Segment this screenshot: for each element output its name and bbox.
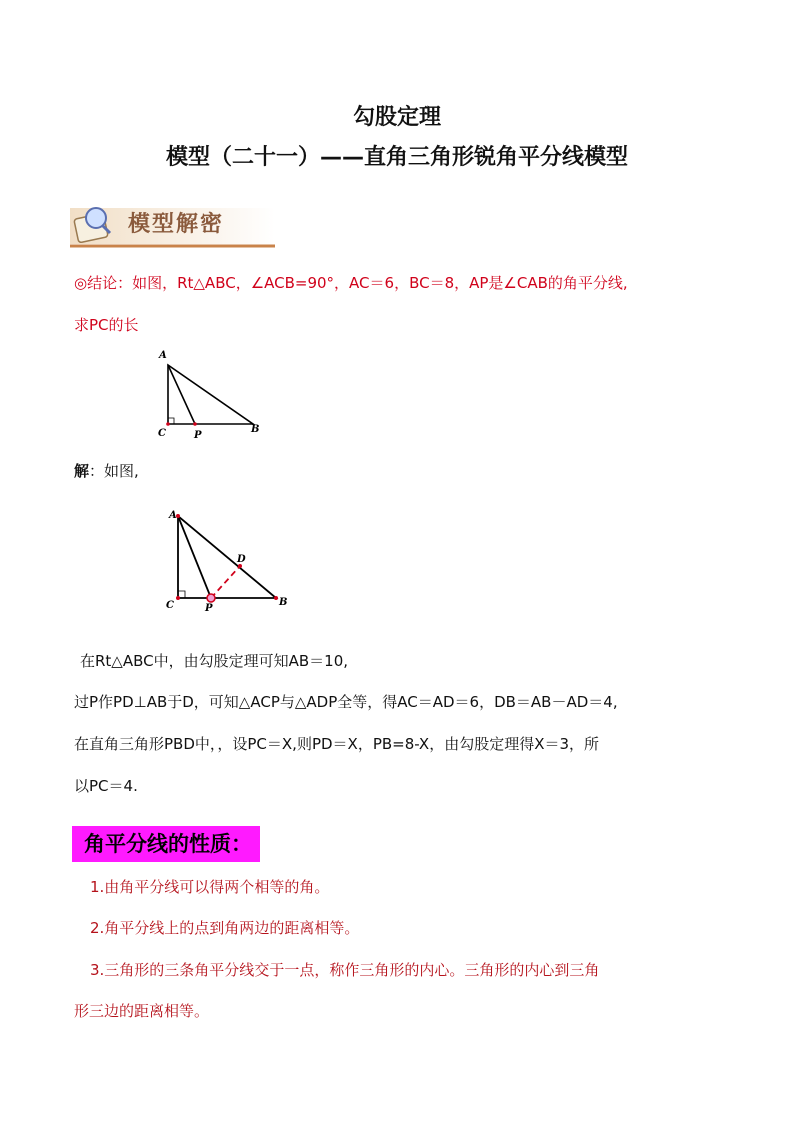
property-item-3-line-2: 形三边的距离相等。 — [74, 1002, 210, 1020]
label-B: B — [251, 424, 260, 435]
label-P: P — [194, 430, 202, 440]
label-A: A — [169, 510, 177, 521]
solution-suffix: ：如图, — [89, 462, 139, 480]
label-A: A — [159, 350, 167, 361]
conclusion-line-2: 求PC的长 — [74, 316, 139, 334]
conclusion-line-1: ◎结论：如图，Rt△ABC，∠ACB=90°，AC＝6，BC＝8，AP是∠CAB的角平分线, — [74, 274, 628, 292]
banner-label: 模型解密 — [128, 211, 225, 237]
triangle-figure-1 — [150, 345, 270, 440]
property-item-2: 2.角平分线上的点到角两边的距离相等。 — [90, 919, 360, 937]
label-D: D — [237, 554, 246, 565]
page-title: 勾股定理 — [352, 105, 441, 130]
label-C: C — [166, 600, 174, 611]
property-item-3-line-1: 3.三角形的三条角平分线交于一点，称作三角形的内心。三角形的内心到三角 — [90, 961, 600, 979]
solution-step-4: 以PC＝4. — [74, 777, 138, 795]
solution-heading — [74, 460, 734, 481]
solution-step-1: 在Rt△ABC中，由勾股定理可知AB＝10, — [80, 652, 349, 670]
property-item-1: 1.由角平分线可以得两个相等的角。 — [90, 878, 330, 896]
solution-step-3: 在直角三角形PBD中，，设PC＝X,则PD＝X，PB=8-X，由勾股定理得X＝3，所 — [74, 735, 600, 753]
label-P: P — [205, 603, 213, 614]
section-title-bisector-properties: 角平分线的性质： — [72, 826, 260, 862]
label-C: C — [158, 428, 166, 439]
solution-step-2: 过P作PD⊥AB于D，可知△ACP与△ADP全等，得AC＝AD＝6，DB＝AB－AD＝4, — [74, 693, 618, 711]
page-subtitle: 模型（二十一）——直角三角形锐角平分线模型 — [165, 145, 628, 170]
label-B: B — [279, 597, 288, 608]
solution-prefix: 解 — [74, 462, 90, 480]
triangle-figure-2 — [160, 500, 300, 618]
